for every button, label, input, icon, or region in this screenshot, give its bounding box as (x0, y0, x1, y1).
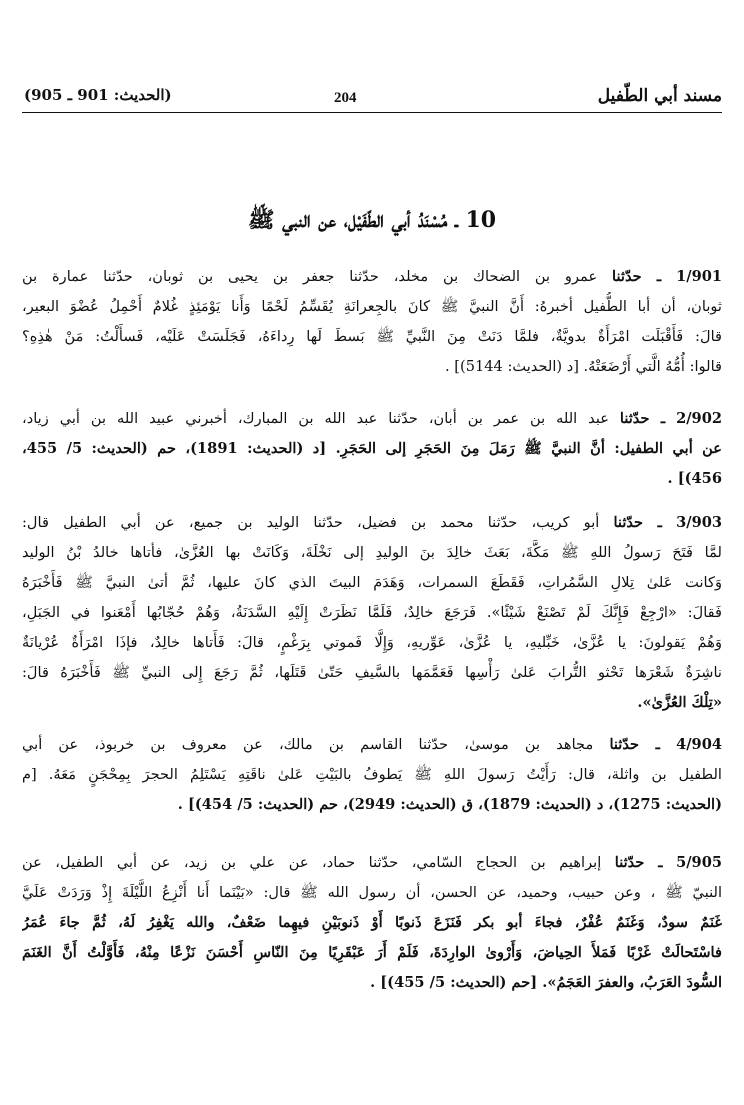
hadith-number: 2/902 (676, 410, 722, 427)
hadith-entry (22, 848, 722, 998)
hadith-line: النبيّ ﷺ ، وعن حبيب، وحميد، عن الحسن، أن رسول الله ﷺ قال: «بَيْنَما أَنا أَنْزِعُ اللَّيْلَةَ إِذْ وَرَدَتْ عَلَيَّ (22, 884, 722, 901)
hadith-text: عمرو بن الضحاك بن مخلد، حدّثنا جعفر بن يحيى بن ثوبان، حدّثنا عمارة بن (22, 268, 598, 285)
hadith-number: 5/905 (676, 854, 722, 871)
hadith-line (22, 404, 722, 434)
hadith-line: عن أبي الطفيل: أنَّ النبيَّ ﷺ رَمَلَ مِنَ الحَجَرِ إلى الحَجَرِ. [د (الحديث: 1891)، حم (الحديث: 5/ 455، (22, 440, 722, 457)
hadith-entry (22, 508, 722, 718)
hadith-line: لمَّا فَتَحَ رَسولُ اللهِ ﷺ مَكَّةَ، بَعَثَ خالِدَ بنَ الوليدِ إلى نَخْلَةَ، وَكَانَتْ بها العُزَّىٰ، فأتاها خالدُ بْنُ الوليد (22, 544, 722, 561)
hadith-number: 3/903 (676, 514, 722, 531)
hadith-text: إبراهيم بن الحجاج السّامي، حدّثنا حماد، عن علي بن زيد، عن أبي الطفيل، عن (22, 854, 602, 871)
hadith-text: أبو كريب، حدّثنا محمد بن فضيل، حدّثنا الوليد بن جميع، عن أبي الطفيل قال: (22, 514, 600, 531)
hadith-entry (22, 262, 722, 382)
hadith-line: «تِلْكَ العُزَّىٰ». (637, 694, 722, 711)
hadith-label: ـ حدّثنا (609, 736, 660, 753)
hadith-line: غَنَمٌ سودٌ، وَغَنَمٌ عُفْرٌ، فجاءَ أبو بكر فَنَزَعَ ذَنوبًا أَوْ ذَنوبَيْنِ فيهِما ضَعْفٌ، والله يَغْفِرُ لَهُ، ثُمَّ جاءَ عُمَرُ (22, 914, 722, 931)
hadith-line (22, 508, 722, 538)
hadith-label: ـ حدّثنا (619, 410, 666, 427)
hadith-line (22, 848, 722, 878)
hadith-line: ناشِرَةٌ شَعْرَها تَحْثو التُّرابَ عَلىٰ رَأْسِها فَعَمَّمَها بالسَّيفِ حَتّىٰ قَتَلَها، ثُمَّ رَجَعَ إِلى النبيِّ ﷺ فَأَخْبَرَهُ قالَ: (22, 664, 722, 681)
hadith-line: فاسْتَحالَتْ غَرْبًا فَمَلأَ الحِياضَ، وَأَرْوىٰ الوارِدَةَ، فَلَمْ أَرَ عَبْقَرِيًا مِنَ النّاسِ أَحْسَنَ نَزْعًا مِنْهُ، فَأَوَّلْتُ أَنَّ الغَنَمَ (22, 944, 722, 961)
running-header (22, 84, 722, 113)
hadith-number: 4/904 (676, 736, 722, 753)
hadith-line: وَهُمْ يَقولونَ: يا عُزَّىٰ، خَبِّليهِ، يا عُزَّىٰ، عَوِّريهِ، وَإِلَّا فَموتي بِرَغْمٍ، قالَ: فَأَتاها خالِدٌ، فإذَا امْرَأَةٌ عُرْيانَةٌ (22, 634, 722, 651)
hadith-range: (الحديث: 901 ـ 905) (24, 86, 172, 104)
hadith-line: ثوبان، أن أبا الطُّفيل أخبرهُ: أَنَّ النبيَّ ﷺ كانَ بالجِعرانَةِ يُقَسِّمُ لَحْمًا وَأَنا يَوْمَئِذٍ غُلامٌ أَحْمِلُ عُضْوَ البعير، (22, 298, 722, 315)
hadith-label: ـ حدّثنا (612, 268, 662, 285)
hadith-entry (22, 404, 722, 494)
hadith-line: وَكانت عَلىٰ تِلالِ السَّمُراتِ، فَقَطَعَ السمرات، وَهَدَمَ البيتَ الذي كانَ عليها، ثُمَّ أتىٰ النبيَّ ﷺ فَأَخْبَرَهُ (22, 574, 722, 591)
hadith-text: مجاهد بن موسىٰ، حدّثنا القاسم بن مالك، عن معروف بن خربوذ، عن أبي (22, 736, 594, 753)
hadith-line (22, 730, 722, 760)
hadith-line: 456)] . (667, 470, 722, 487)
hadith-line: الطفيل بن واثلة، قال: رَأَيْتُ رَسولَ اللهِ ﷺ يَطوفُ بالبَيْتِ عَلىٰ ناقَتِهِ يَسْتَلِمُ الحجرَ بِمِحْجَنٍ مَعَهُ. [م (22, 766, 722, 783)
book-page (22, 0, 722, 1105)
hadith-line: قالوا: أُمُّهُ الَّتي أَرْضَعَتْهُ. [د (الحديث: 5144)] . (445, 358, 722, 375)
chapter-title: 10 ـ مُسْنَدُ أبي الطّفَيْل، عن النبي ﷺ (247, 207, 497, 233)
hadith-line: فَقالَ: «ارْجِعْ فَإِنَّكَ لَمْ تَصْنَعْ شَيْئًا». فَرَجَعَ خالِدٌ، فَلَمَّا نَظَرَتْ إِلَيْهِ السَّدَنَةُ، وَهُمْ حُجّابُها أَمْعَنوا في الجَبَلِ، (22, 604, 722, 621)
page-number: 204 (334, 90, 357, 106)
hadith-line (22, 262, 722, 292)
hadith-label: ـ حدّثنا (613, 514, 662, 531)
hadith-line: قالَ: فَأَقْبَلَت امْرَأَةٌ بدويَّةٌ، فلمَّا دَنَتْ مِنَ النَّبيِّ ﷺ بَسطَ لَها رِداءَهُ، فَجَلَسَتْ عَلَيْه، فَسأَلْتُ: مَنْ هٰذِهِ؟ (22, 328, 722, 345)
hadith-line: السُّودَ العَرَبُ، والعفرَ العَجَمُ». [حم (الحديث: 5/ 455)] . (370, 974, 722, 991)
hadith-entry (22, 730, 722, 820)
hadith-text: عبد الله بن عمر بن أبان، حدّثنا عبد الله بن المبارك، أخبرني عبيد الله بن أبي زياد، (22, 410, 609, 427)
hadith-label: ـ حدّثنا (614, 854, 663, 871)
hadith-line: (الحديث: 1275)، د (الحديث: 1879)، ق (الحديث: 2949)، حم (الحديث: 5/ 454)] . (177, 796, 722, 813)
running-title: مسند أبي الطّفيل (597, 86, 722, 106)
hadith-number: 1/901 (676, 268, 722, 285)
